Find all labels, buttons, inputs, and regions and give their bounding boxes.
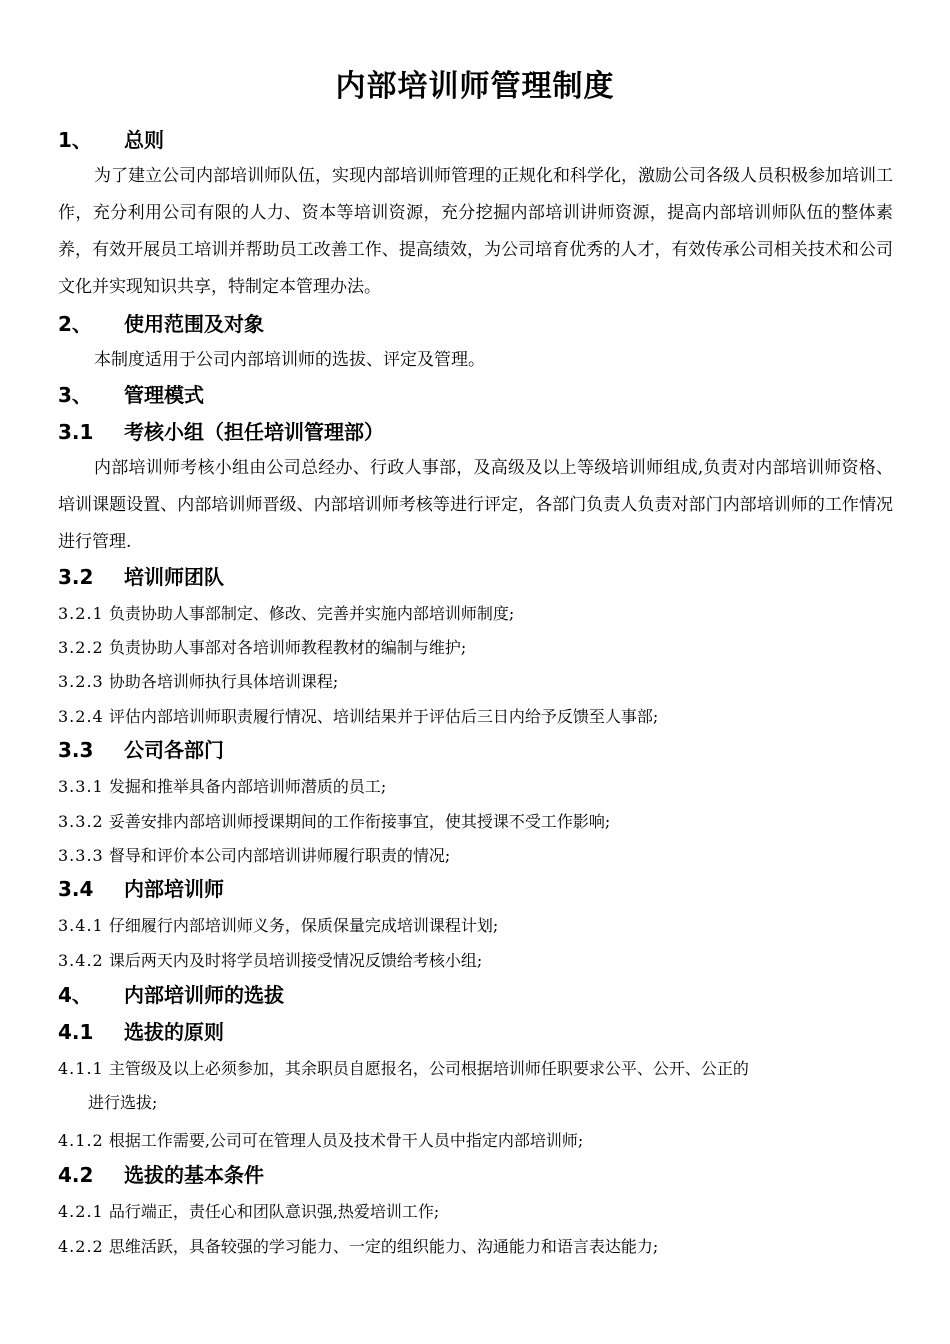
section-number: 2、 [58,312,92,336]
subsection-heading-4-1 [58,1017,898,1047]
item-number: 3.3.3 [58,846,104,865]
item-number: 3.2.2 [58,638,104,657]
list-item [58,909,893,943]
item-text: 品行端正，责任心和团队意识强,热爱培训工作; [108,1202,440,1221]
item-text: 主管级及以上必须参加，其余职员自愿报名，公司根据培训师任职要求公平、公开、公正的 [108,1059,749,1078]
section-title: 总则 [124,128,164,152]
section-title: 管理模式 [124,383,204,407]
subsection-3-1-paragraph: 内部培训师考核小组由公司总经办、行政人事部，及高级及以上等级培训师组成,负责对内部培训师资格、培训课题设置、内部培训师晋级、内部培训师考核等进行评定，各部门负责人负责对部门内部培训师的工作情况进行管理. [58,458,893,552]
item-text: 妥善安排内部培训师授课期间的工作衔接事宜，使其授课不受工作影响; [108,812,611,831]
list-item [58,631,893,665]
list-item [58,805,893,839]
item-text: 仔细履行内部培训师义务，保质保量完成培训课程计划; [108,916,499,935]
list-item [58,665,893,699]
subsection-heading-3-1 [58,417,898,447]
subsection-heading-3-3 [58,735,898,765]
item-number: 3.3.1 [58,777,104,796]
section-number: 1、 [58,128,92,152]
subsection-heading-3-4 [58,874,898,904]
item-text: 发掘和推举具备内部培训师潜质的员工; [108,777,387,796]
section-heading-3 [58,380,898,410]
item-text: 督导和评价本公司内部培训讲师履行职责的情况; [108,846,451,865]
subsection-number: 3.3 [58,738,94,762]
list-item [58,944,893,978]
item-text-continued: 进行选拔; [88,1093,158,1112]
item-number: 4.1.1 [58,1059,104,1078]
item-number: 3.4.1 [58,916,104,935]
item-number: 3.3.2 [58,812,104,831]
list-item [58,1230,893,1264]
list-item [58,1195,893,1229]
list-item [58,1052,893,1120]
list-item [58,597,893,631]
list-item [58,1124,893,1158]
item-number: 3.2.3 [58,672,104,691]
subsection-title: 考核小组（担任培训管理部） [124,420,384,444]
list-item [58,700,893,734]
section-title: 内部培训师的选拔 [124,983,284,1007]
document-title: 内部培训师管理制度 [335,69,615,104]
list-item [58,839,893,873]
section-heading-2 [58,309,898,339]
item-text: 协助各培训师执行具体培训课程; [108,672,339,691]
item-number: 4.2.2 [58,1237,104,1256]
subsection-heading-4-2 [58,1160,898,1190]
item-text: 根据工作需要,公司可在管理人员及技术骨干人员中指定内部培训师; [108,1131,584,1150]
list-item [58,770,893,804]
item-text: 负责协助人事部制定、修改、完善并实施内部培训师制度; [108,604,515,623]
subsection-number: 4.1 [58,1020,94,1044]
item-number: 4.1.2 [58,1131,104,1150]
subsection-number: 3.4 [58,877,94,901]
section-2-paragraph: 本制度适用于公司内部培训师的选拔、评定及管理。 [94,350,485,370]
subsection-title: 选拔的基本条件 [124,1163,264,1187]
subsection-title: 培训师团队 [124,565,224,589]
subsection-title: 内部培训师 [124,877,224,901]
section-heading-4 [58,980,898,1010]
subsection-number: 3.1 [58,420,94,444]
item-text: 负责协助人事部对各培训师教程教材的编制与维护; [108,638,467,657]
item-text: 思维活跃，具备较强的学习能力、一定的组织能力、沟通能力和语言表达能力; [108,1237,659,1256]
section-number: 3、 [58,383,92,407]
subsection-heading-3-2 [58,562,898,592]
item-text: 课后两天内及时将学员培训接受情况反馈给考核小组; [108,951,483,970]
section-heading-1 [58,125,898,155]
item-number: 3.4.2 [58,951,104,970]
section-number: 4、 [58,983,92,1007]
subsection-number: 4.2 [58,1163,94,1187]
item-number: 3.2.4 [58,707,104,726]
subsection-number: 3.2 [58,565,94,589]
item-text: 评估内部培训师职责履行情况、培训结果并于评估后三日内给予反馈至人事部; [108,707,659,726]
section-title: 使用范围及对象 [124,312,264,336]
item-number: 4.2.1 [58,1202,104,1221]
section-1-paragraph: 为了建立公司内部培训师队伍，实现内部培训师管理的正规化和科学化，激励公司各级人员积极参加培训工作，充分利用公司有限的人力、资本等培训资源，充分挖掘内部培训讲师资源，提高内部培训师队伍的整体素养，有效开展员工培训并帮助员工改善工作、提高绩效，为公司培育优秀的人才，有效传承公司相关技术和公司文化并实现知识共享，特制定本管理办法。 [58,166,893,297]
subsection-title: 公司各部门 [124,738,224,762]
subsection-title: 选拔的原则 [124,1020,224,1044]
item-number: 3.2.1 [58,604,104,623]
